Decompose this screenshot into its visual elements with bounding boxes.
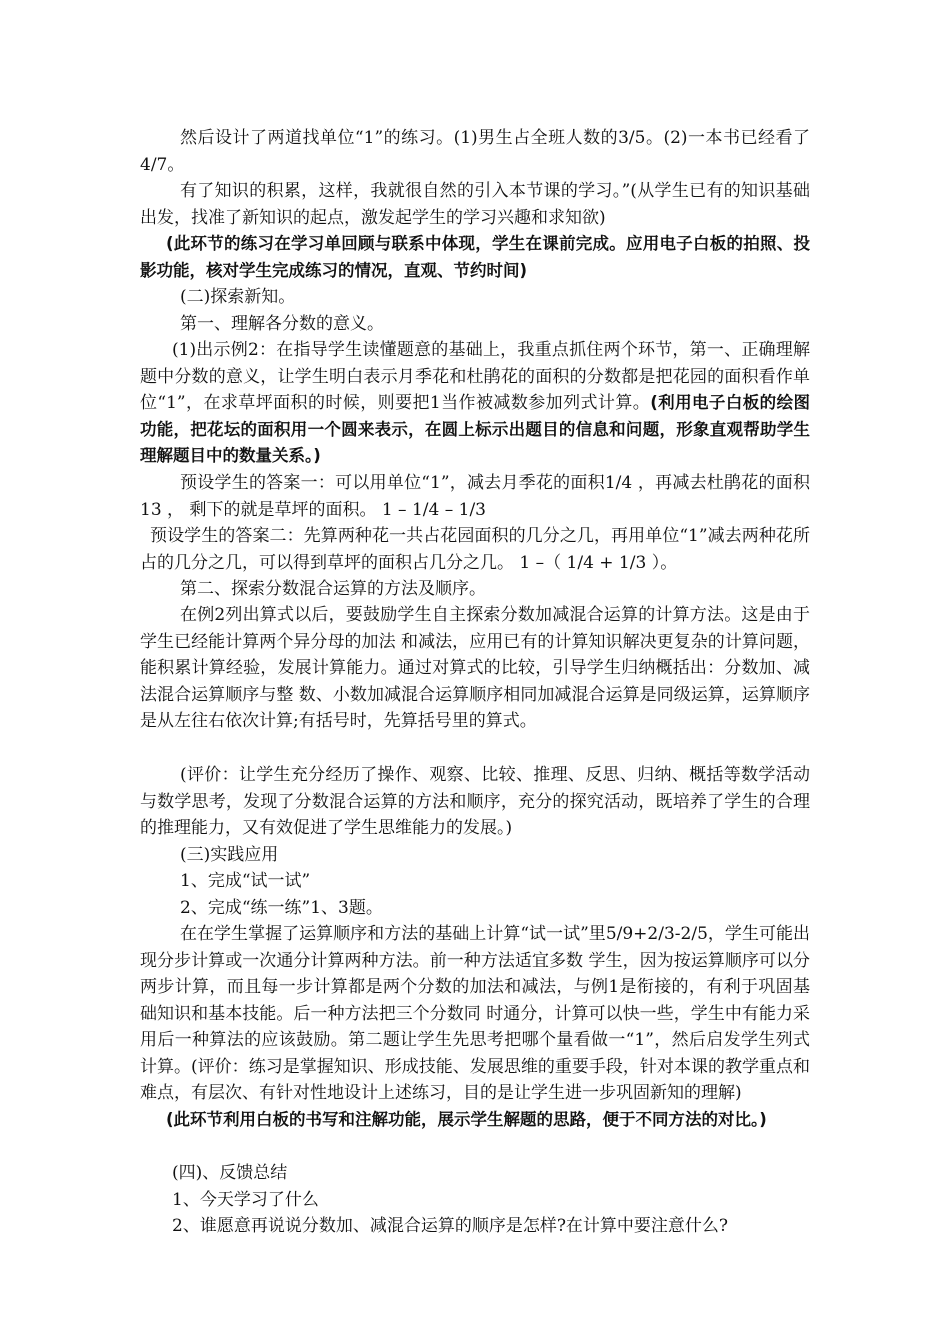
paragraph-answer-one: 预设学生的答案一：可以用单位“1”，减去月季花的面积1/4 ，再减去杜鹃花的面积13 ， 剩下的就是草坪的面积。 1 – 1/4 – 1/3 — [140, 473, 810, 520]
paragraph-practice-intro: 然后设计了两道找单位“1”的练习。(1)男生占全班人数的3/5。(2)一本书已经看了4/7。 — [140, 128, 810, 175]
heading-explore-new-knowledge: (二)探索新知。 — [180, 287, 296, 307]
paragraph-example-2 — [140, 337, 810, 470]
list-item-try-it: 1、完成“试一试” — [180, 871, 311, 891]
paragraph-example-2-method: 在例2列出算式以后，要鼓励学生自主探索分数加减混合运算的计算方法。这是由于学生已经能计算两个异分母的加法 和减法，应用已有的计算知识解决更复杂的计算问题，能积累计算经验，发展计算能力。通过对算式的比较，引导学生归纳概括出：分数加、减法混合运算顺序与整 数、小数加减混合运算顺序相同加减混合运算是同级运算，运算顺序是从左往右依次计算;有括号时，先算括号里的算式。 — [140, 605, 810, 731]
heading-explore-methods: 第二、探索分数混合运算的方法及顺序。 — [180, 579, 486, 599]
paragraph-try-it-analysis: 在在学生掌握了运算顺序和方法的基础上计算“试一试”里5/9+2/3-2/5，学生可能出现分步计算或一次通分计算两种方法。前一种方法适宜多数 学生，因为按运算顺序可以分两步计算，而且每一步计算都是两个分数的加法和减法，与例1是衔接的，有利于巩固基础知识和基本技能。后一种方法把三个分数同 时通分，计算可以快一些，学生中有能力采用后一种算法的应该鼓励。第二题让学生先思考把哪个量看做一“1”，然后启发学生列式计算。(评价：练习是掌握知识、形成技能、发展思维的重要手段，针对本课的教学重点和难点，有层次、有针对性地设计上述练习，目的是让学生进一步巩固新知的理解) — [140, 924, 810, 1103]
list-item-practice-it: 2、完成“练一练”1、3题。 — [180, 898, 383, 918]
paragraph-knowledge-accumulation: 有了知识的积累，这样，我就很自然的引入本节课的学习。”(从学生已有的知识基础出发，找准了新知识的起点，激发起学生的学习兴趣和求知欲) — [140, 181, 810, 228]
heading-feedback-summary: (四)、反馈总结 — [172, 1163, 288, 1183]
paragraph-whiteboard-note-1: (此环节的练习在学习单回顾与联系中体现，学生在课前完成。应用电子白板的拍照、投影功能，核对学生完成练习的情况，直观、节约时间) — [140, 234, 810, 280]
example-2-whiteboard-note: (利用电子白板的绘图功能，把花坛的面积用一个圆来表示，在圆上标示出题目的信息和问题，形象直观帮助学生理解题目中的数量关系。) — [140, 393, 811, 465]
heading-practice-application: (三)实践应用 — [180, 845, 279, 865]
paragraph-whiteboard-note-2: (此环节利用白板的书写和注解功能，展示学生解题的思路，便于不同方法的对比。) — [166, 1110, 767, 1129]
paragraph-answer-two: 预设学生的答案二：先算两种花一共占花园面积的几分之几，再用单位“1”减去两种花所占的几分之几，可以得到草坪的面积占几分之几。 1 –（ 1/4 + 1/3 ）。 — [140, 526, 810, 573]
paragraph-evaluation-1: (评价：让学生充分经历了操作、观察、比较、推理、反思、归纳、概括等数学活动与数学思考，发现了分数混合运算的方法和顺序，充分的探究活动，既培养了学生的合理的推理能力，又有效促进了学生思维能力的发展。) — [140, 765, 810, 838]
list-item-order-review: 2、谁愿意再说说分数加、减混合运算的顺序是怎样?在计算中要注意什么? — [172, 1216, 729, 1236]
list-item-what-learned: 1、今天学习了什么 — [172, 1190, 319, 1210]
heading-understand-fractions: 第一、理解各分数的意义。 — [180, 314, 384, 334]
example-2-text: (1)出示例2：在指导学生读懂题意的基础上，我重点抓住两个环节，第一、正确理解题中分数的意义，让学生明白表示月季花和杜鹃花的面积的分数都是把花园的面积看作单位“1”，在求草坪面积的时候，则要把1当作被减数参加列式计算。 — [140, 340, 810, 413]
